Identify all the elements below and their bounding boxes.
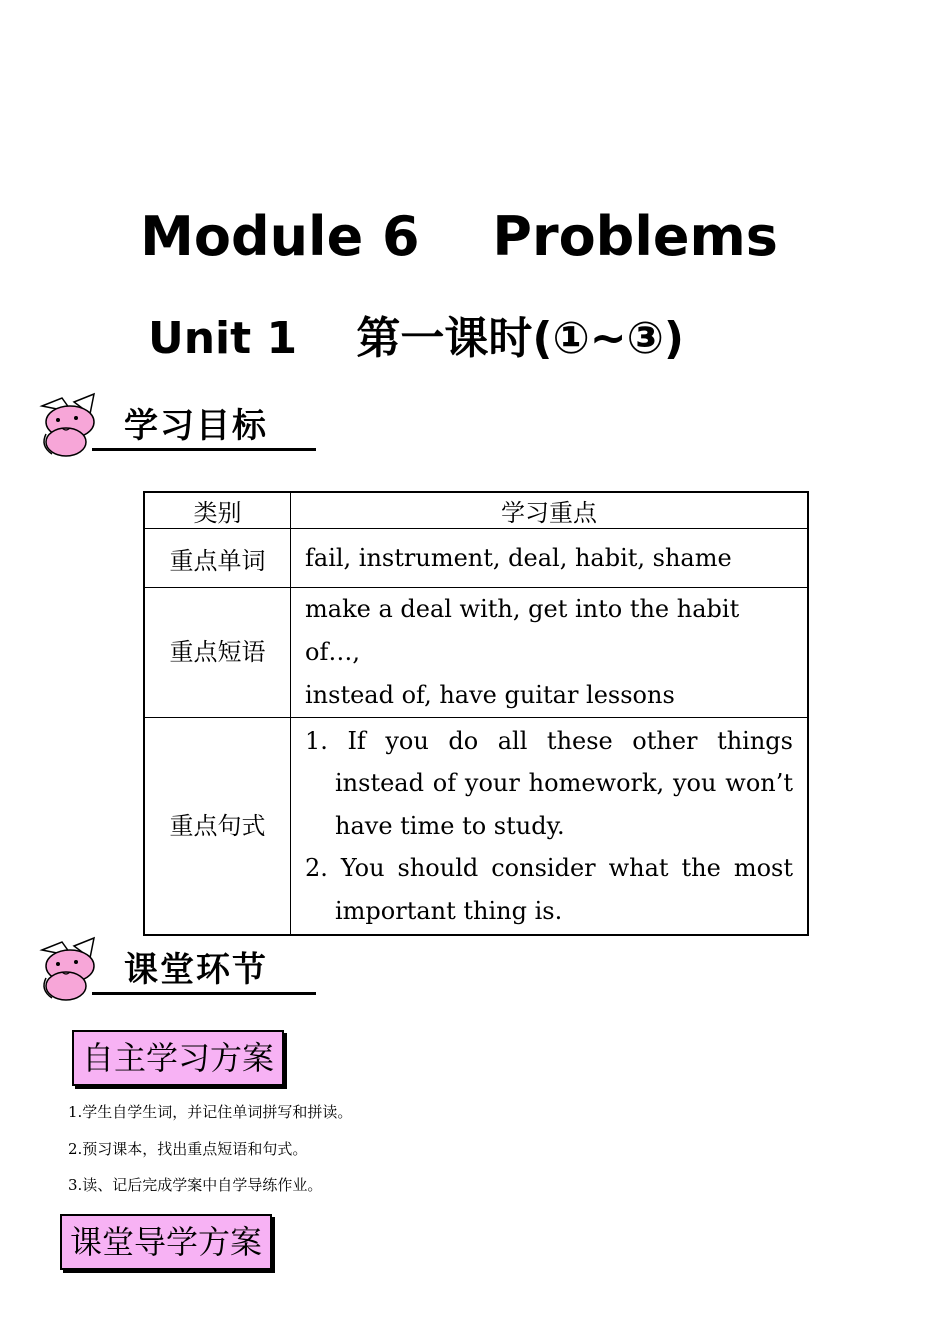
- section-label-class: 课堂环节: [124, 950, 268, 990]
- module-title: Module 6 Problems: [140, 205, 778, 268]
- unit-subtitle: Unit 1 第一课时(①~③): [148, 313, 685, 364]
- mascot-icon: [36, 936, 116, 1006]
- table-header-row: [144, 492, 808, 529]
- sentence-item: 2. You should consider what the most important thing is.: [305, 854, 793, 925]
- row-category-phrases: 重点短语: [144, 588, 291, 718]
- table-row: [144, 529, 808, 588]
- row-content-phrases: [291, 588, 809, 718]
- self-study-step: 3.读、记后完成学案中自学导练作业。: [68, 1176, 323, 1194]
- content-line: fail, instrument, deal, habit, shame: [305, 544, 732, 572]
- section-underline: [92, 992, 316, 995]
- table-header-focus: 学习重点: [291, 492, 809, 529]
- guided-title-box: 课堂导学方案: [60, 1214, 272, 1270]
- section-underline: [92, 448, 316, 451]
- content-line: instead of, have guitar lessons: [305, 681, 675, 709]
- sentence-item: 1. If you do all these other things instead of your homework, you won’t have time to study.: [305, 726, 793, 840]
- goals-table: [143, 491, 809, 936]
- section-label-goals: 学习目标: [124, 406, 268, 446]
- row-content-sentences: [291, 718, 809, 936]
- content-line: make a deal with, get into the habit of…,: [305, 595, 740, 666]
- row-content-words: [291, 529, 809, 588]
- self-study-step: 1.学生自学生词，并记住单词拼写和拼读。: [68, 1103, 353, 1121]
- table-row: [144, 588, 808, 718]
- self-study-title-box: 自主学习方案: [72, 1030, 284, 1086]
- row-category-sentences: 重点句式: [144, 718, 291, 936]
- mascot-icon: [36, 392, 116, 462]
- section-header-class: [36, 936, 326, 1006]
- section-header-goals: [36, 392, 326, 462]
- self-study-step: 2.预习课本，找出重点短语和句式。: [68, 1140, 308, 1158]
- table-header-category: 类别: [144, 492, 291, 529]
- table-row: [144, 718, 808, 936]
- row-category-words: 重点单词: [144, 529, 291, 588]
